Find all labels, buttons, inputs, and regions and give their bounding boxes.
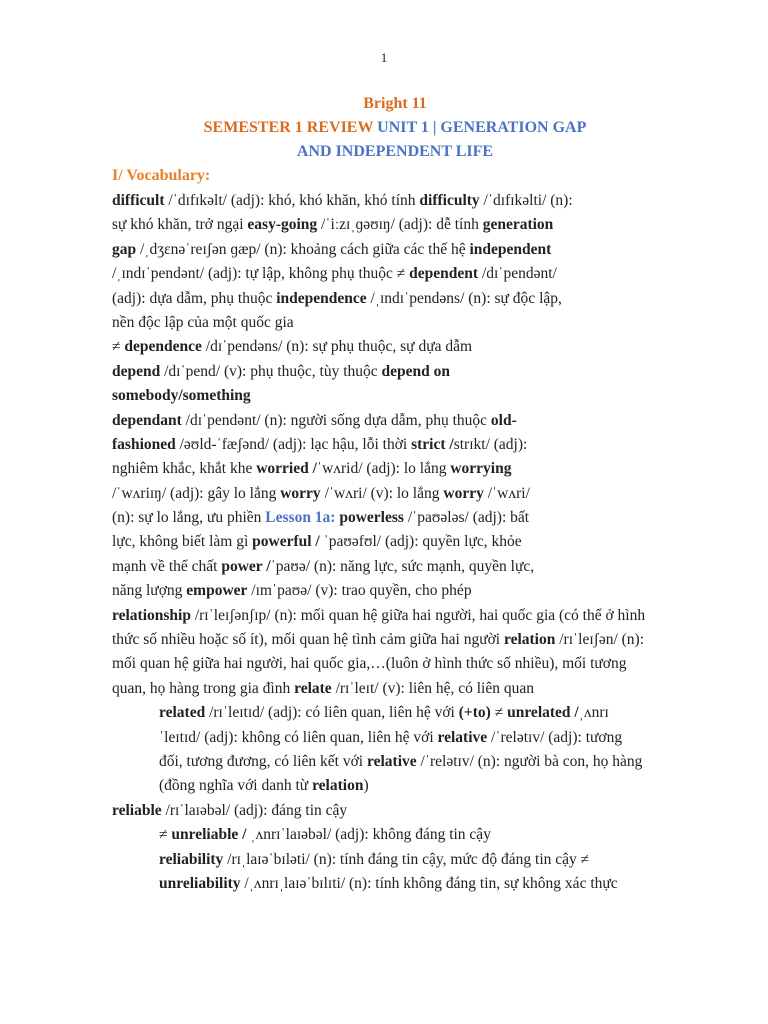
text-line <box>112 823 682 847</box>
definition-text: /rɪˈleɪʃənʃɪp/ (n): mối quan hệ giữa hai người, hai quốc gia (có thể ở hình <box>190 606 646 624</box>
definition-text: /ˈwʌri/ <box>483 484 530 502</box>
definition-text: ˈpaʊəfʊl/ (adj): quyền lực, khỏe <box>319 533 522 551</box>
vocabulary-body <box>112 189 682 896</box>
definition-text: /ˈwʌriɪŋ/ (adj): gây lo lắng <box>112 484 281 502</box>
definition-text: thức số nhiều hoặc số ít), mối quan hệ tình cảm giữa hai người <box>112 631 504 649</box>
definition-text: strɪkt/ (adj): <box>453 435 528 453</box>
definition-text: /dɪˈpendənt/ (n): người sống dựa dẫm, phụ thuộc <box>181 411 491 429</box>
vocab-term: relationship <box>112 606 191 624</box>
text-line <box>112 384 682 408</box>
definition-text: /rɪˈleɪt/ (v): liên hệ, có liên quan <box>331 679 534 697</box>
title-line-2 <box>0 116 768 140</box>
definition-text: /dɪˈpendəns/ (n): sự phụ thuộc, sự dựa dẫm <box>201 338 473 356</box>
definition-text: ) <box>363 777 369 795</box>
text-line <box>112 701 682 725</box>
title-semester: SEMESTER 1 REVIEW <box>203 119 378 136</box>
section-heading: I/ Vocabulary: <box>112 167 211 184</box>
text-line <box>112 677 682 701</box>
definition-text: /ˌɪndɪˈpendəns/ (n): sự độc lập, <box>366 289 562 307</box>
text-line <box>112 262 682 286</box>
definition-text: /ˈiːzɪˌɡəʊɪŋ/ (adj): dễ tính <box>317 216 483 234</box>
text-line <box>112 750 682 774</box>
text-line <box>112 848 682 872</box>
page-number: 1 <box>380 50 388 65</box>
definition-text: ˌʌnrɪ <box>578 704 609 722</box>
vocab-term: somebody/something <box>112 387 251 405</box>
definition-text: (adj): dựa dẫm, phụ thuộc <box>112 289 277 307</box>
vocab-term: (+to) <box>458 704 495 722</box>
definition-text: /rɪˈleɪʃən/ (n): <box>555 631 645 649</box>
definition-text: /dɪˈpend/ (v): phụ thuộc, tùy thuộc <box>160 362 382 380</box>
definition-text: /ˌɪndɪˈpendənt/ (adj): tự lập, không phụ thuộc ≠ <box>112 265 410 283</box>
definition-text: /rɪˈleɪtɪd/ (adj): có liên quan, liên hệ với <box>205 704 459 722</box>
vocab-term: relation <box>503 631 556 649</box>
vocab-term: power / <box>221 557 271 575</box>
vocab-term: relate <box>294 679 332 697</box>
vocab-term: difficult <box>112 192 165 209</box>
vocab-term: worried / <box>256 460 317 478</box>
vocab-term: relative <box>437 728 488 746</box>
definition-text: ˈpaʊə/ (n): năng lực, sức mạnh, quyền lực, <box>270 557 535 575</box>
vocab-term: dependent <box>409 265 479 283</box>
text-line <box>112 555 682 579</box>
text-line <box>112 335 682 359</box>
vocab-term: relative <box>367 752 417 770</box>
vocab-term: depend on <box>381 362 451 380</box>
definition-text: /dɪˈpendənt/ <box>478 265 557 283</box>
lesson-label: Lesson 1a: <box>265 509 336 527</box>
vocab-term: powerful / <box>252 533 320 551</box>
vocab-term: unreliability <box>159 874 241 892</box>
vocab-term: relation <box>312 777 364 795</box>
text-line <box>112 457 682 481</box>
definition-text: lực, không biết làm gì <box>112 533 253 551</box>
definition-text: /rɪˌlaɪəˈbɪləti/ (n): tính đáng tin cậy, mức độ đáng tin cậy ≠ <box>223 850 590 868</box>
text-line <box>112 652 682 676</box>
vocab-term: generation <box>482 216 554 234</box>
text-line <box>112 360 682 384</box>
text-line <box>112 604 682 628</box>
definition-text: (n): sự lo lắng, ưu phiền <box>112 509 266 527</box>
text-line <box>112 506 682 530</box>
definition-text: /ˌdʒɛnəˈreɪʃən ɡæp/ (n): khoảng cách giữa các thế hệ <box>136 240 470 258</box>
text-line <box>112 872 682 896</box>
title-line-1: Bright 11 <box>363 95 427 112</box>
vocab-term: worry <box>280 484 321 502</box>
text-line <box>112 774 682 798</box>
text-line <box>112 311 682 335</box>
text-line <box>112 799 682 823</box>
definition-text: /ˈwʌri/ (v): lo lắng <box>320 484 444 502</box>
definition-text: mạnh về thể chất <box>112 557 222 575</box>
definition-text: năng lượng <box>112 582 187 600</box>
definition-text: ˌʌnrɪˈlaɪəbəl/ (adj): không đáng tin cậy <box>246 826 491 844</box>
vocab-term: powerless <box>339 509 404 527</box>
vocab-term: dependence <box>124 338 202 356</box>
definition-text: /əʊld-ˈfæʃənd/ (adj): lạc hậu, lỗi thời <box>175 435 412 453</box>
definition-text: (đồng nghĩa với danh từ <box>159 777 313 795</box>
definition-text: sự khó khăn, trở ngại <box>112 216 248 234</box>
definition-text: /rɪˈlaɪəbəl/ (adj): đáng tin cậy <box>161 801 348 819</box>
vocab-term: empower <box>186 582 248 600</box>
definition-text: /ˈrelətɪv/ (adj): tương <box>487 728 623 746</box>
text-line <box>112 482 682 506</box>
definition-text: quan, họ hàng trong gia đình <box>112 679 295 697</box>
vocab-term: strict / <box>411 435 454 453</box>
definition-text: /ˈdɪfɪkəlt/ (adj): khó, khó khăn, khó tính <box>164 192 420 209</box>
definition-text: /ˈpaʊələs/ (adj): bất <box>403 509 530 527</box>
text-line <box>112 409 682 433</box>
definition-text: đối, tương đương, có liên kết với <box>159 752 367 770</box>
vocab-term: independence <box>276 289 367 307</box>
text-line <box>112 530 682 554</box>
vocab-term: worry <box>443 484 484 502</box>
vocab-term: easy-going <box>247 216 318 234</box>
definition-text: /ˈrelətɪv/ (n): người bà con, họ hàng <box>416 752 643 770</box>
text-line <box>112 238 682 262</box>
vocab-term: old- <box>490 411 517 429</box>
vocab-term: difficulty <box>419 192 480 209</box>
definition-text: ˈwʌrid/ (adj): lo lắng <box>316 460 451 478</box>
definition-text: ≠ <box>494 704 508 722</box>
definition-text: ≠ <box>112 338 125 356</box>
definition-text: ˈleɪtɪd/ (adj): không có liên quan, liên hệ với <box>159 728 438 746</box>
vocab-term: depend <box>112 362 161 380</box>
text-line <box>112 628 682 652</box>
definition-text: /ˈdɪfɪkəlti/ (n): <box>479 192 573 209</box>
vocab-term: reliable <box>112 801 162 819</box>
vocab-term: related <box>159 704 206 722</box>
vocab-term: worrying <box>450 460 512 478</box>
title-line-3: AND INDEPENDENT LIFE <box>296 143 494 160</box>
vocab-term: independent <box>469 240 552 258</box>
text-line <box>112 579 682 603</box>
definition-text: nghiêm khắc, khắt khe <box>112 460 257 478</box>
text-line <box>112 433 682 457</box>
vocab-term: reliability <box>159 850 224 868</box>
vocab-term: unrelated / <box>507 704 579 722</box>
definition-text: nền độc lập của một quốc gia <box>112 313 294 331</box>
text-line <box>112 287 682 311</box>
title-unit: UNIT 1 | GENERATION GAP <box>377 119 587 136</box>
vocab-term: unreliable / <box>171 826 247 844</box>
definition-text: ≠ <box>159 826 172 844</box>
text-line <box>112 726 682 750</box>
vocab-term: gap <box>112 240 137 258</box>
document-title <box>0 92 768 164</box>
text-line <box>112 189 682 213</box>
definition-text: /ˌʌnrɪˌlaɪəˈbɪlɪti/ (n): tính không đáng tin, sự không xác thực <box>240 874 618 892</box>
text-line <box>112 213 682 237</box>
vocab-term: dependant <box>112 411 182 429</box>
definition-text: mối quan hệ giữa hai người, hai quốc gia,…(luôn ở hình thức số nhiều), mối tương <box>112 655 627 673</box>
definition-text: /ɪmˈpaʊə/ (v): trao quyền, cho phép <box>247 582 472 600</box>
vocab-term: fashioned <box>112 435 176 453</box>
